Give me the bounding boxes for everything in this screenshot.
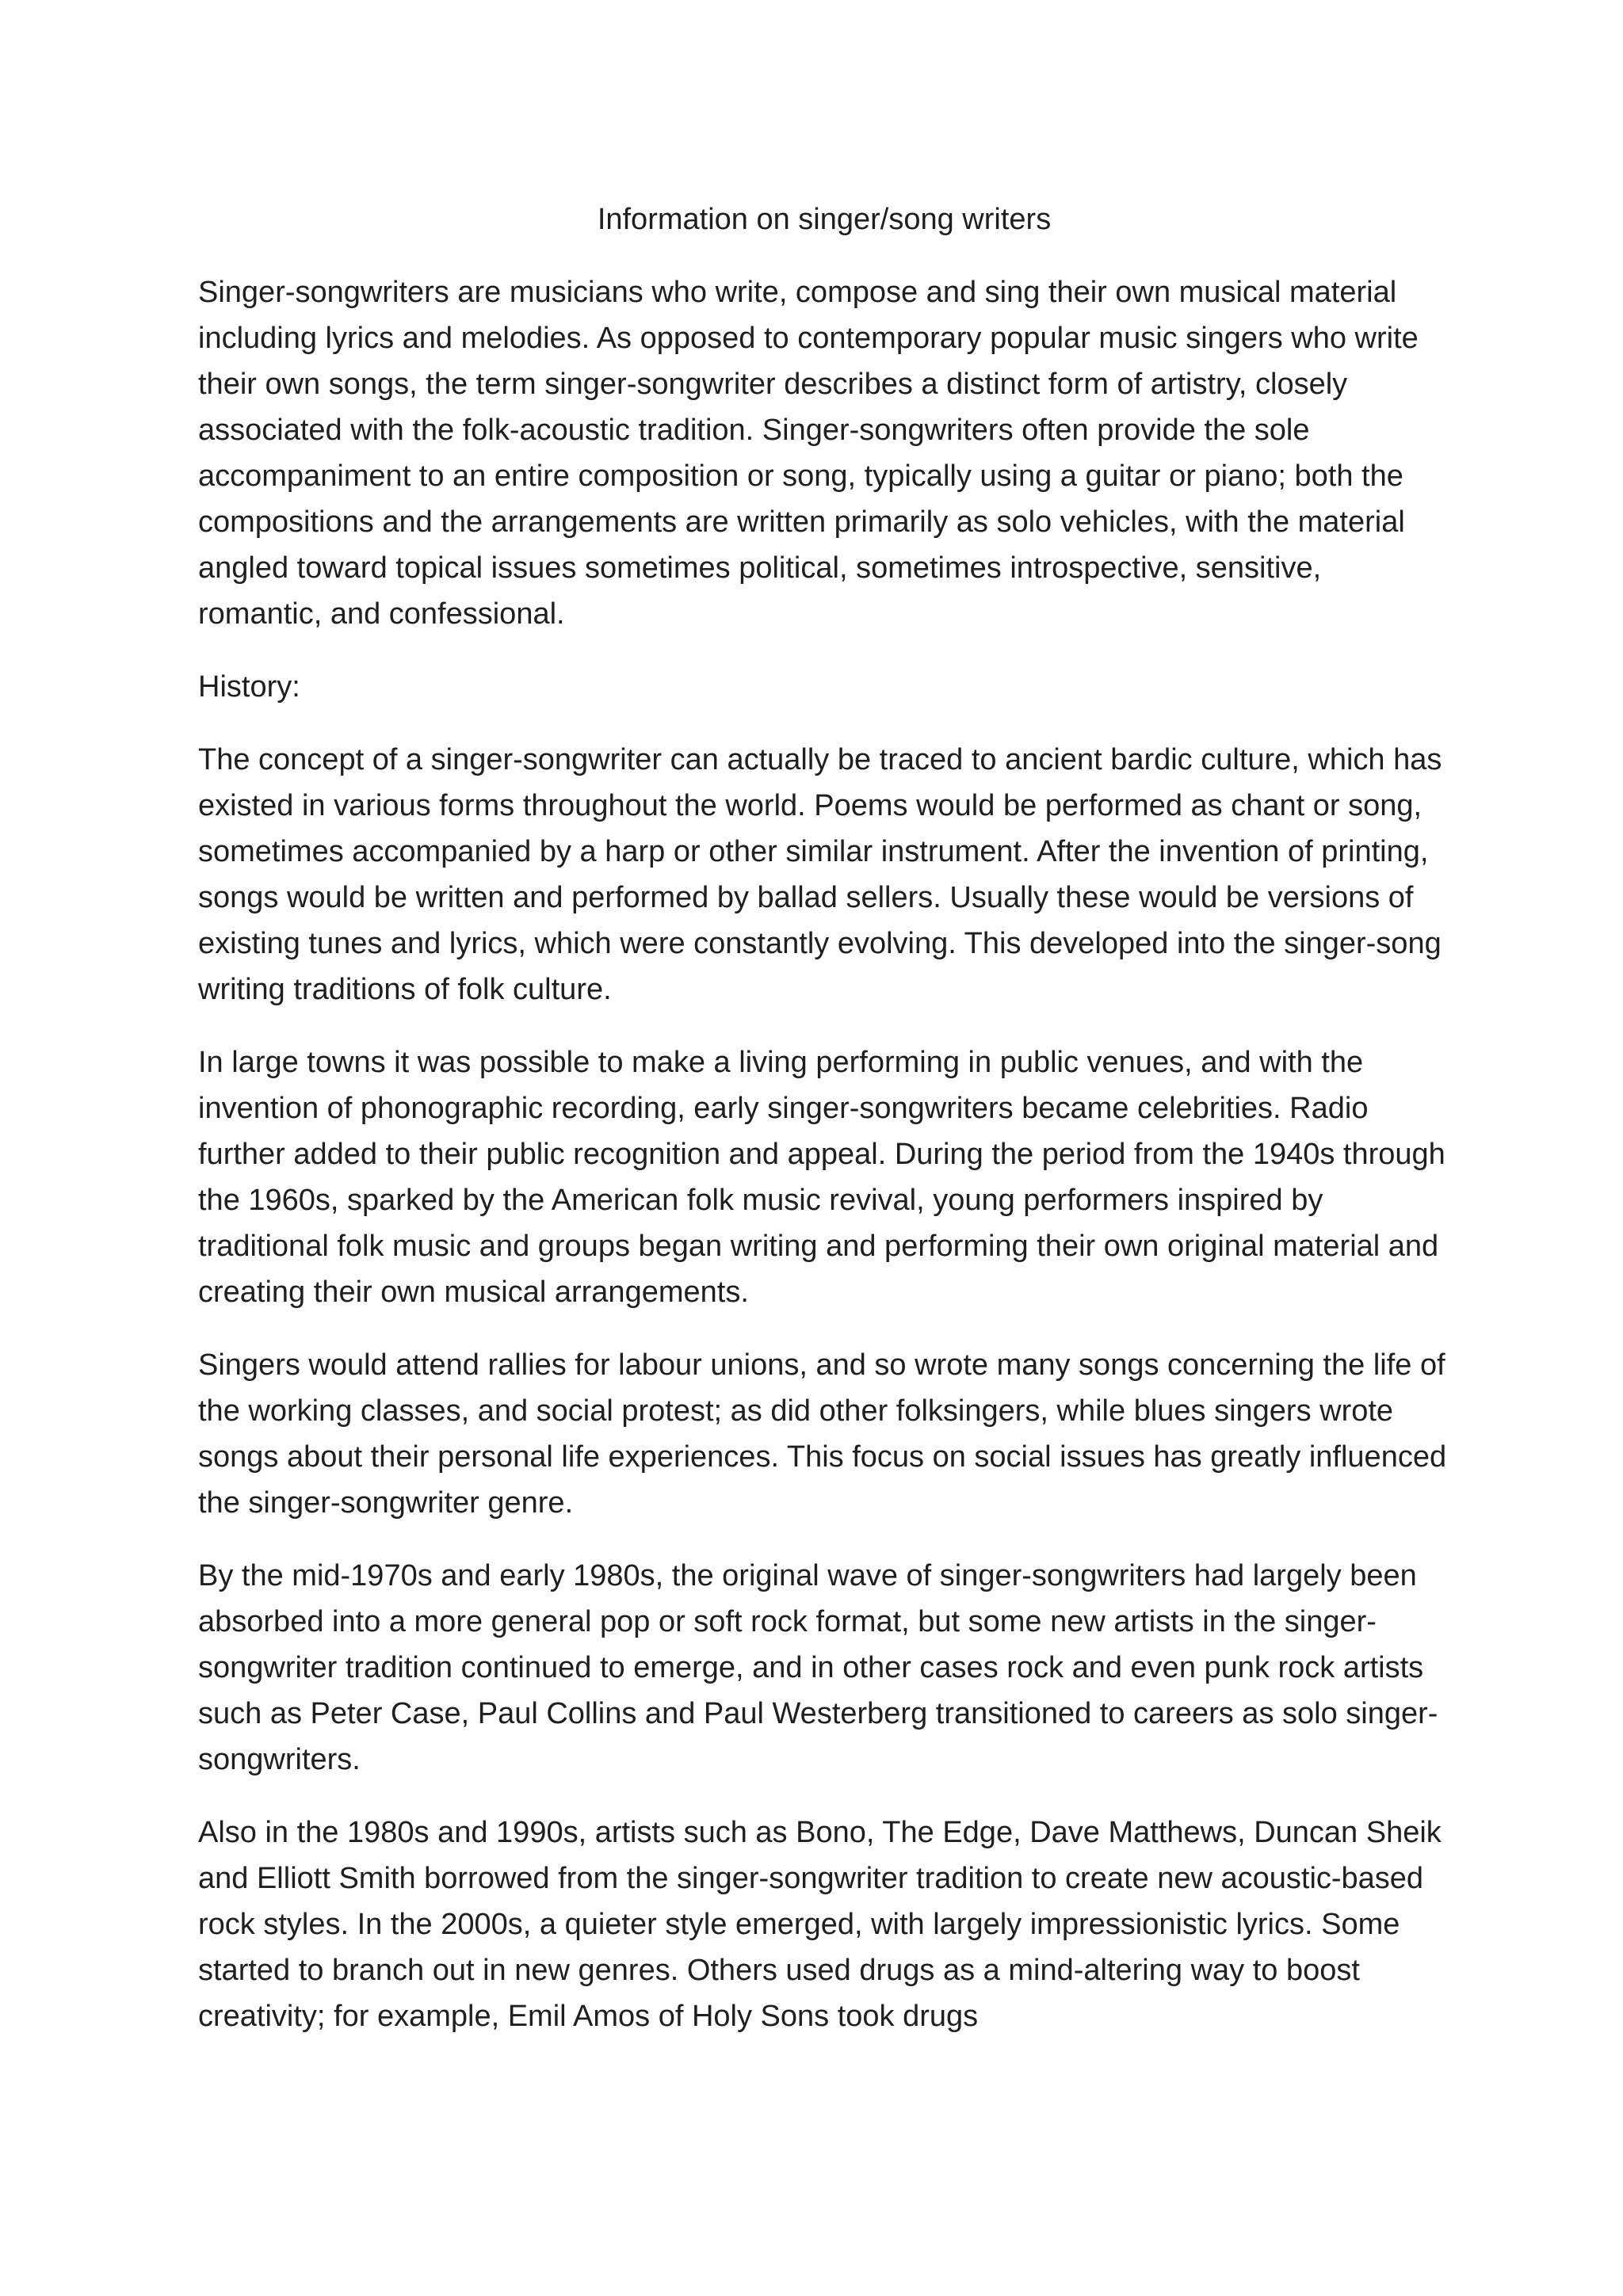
paragraph-history-1980s: Also in the 1980s and 1990s, artists such as Bono, The Edge, Dave Matthews, Duncan Sheik and Elliott Smith borrowed from the singer-songwriter tradition to create new acoustic-based rock styles. In the 2000s, a quieter style emerged, with largely impressionistic lyrics. Some started to branch out in new genres. Others used drugs as a mind-altering way to boost creativity; for example, Emil Amos of Holy Sons took drugs bbox=[198, 1816, 1442, 2033]
paragraph-intro: Singer-songwriters are musicians who write, compose and sing their own musical material including lyrics and melodies. As opposed to contemporary popular music singers who write their own songs, the term singer-songwriter describes a distinct form of artistry, closely associated with the folk-acoustic tradition. Singer-songwriters often provide the sole accompaniment to an entire composition or song, typically using a guitar or piano; both the compositions and the arrangements are written primarily as solo vehicles, with the material angled toward topical issues sometimes political, sometimes introspective, sensitive, romantic, and confessional. bbox=[198, 276, 1419, 631]
paragraph-history-recording: In large towns it was possible to make a living performing in public venues, and with the invention of phonographic recording, early singer-songwriters became celebrities. Radio further added to their public recognition and appeal. During the period from the 1940s through the 1960s, sparked by the American folk music revival, young performers inspired by traditional folk music and groups began writing and performing their own original material and creating their own musical arrangements. bbox=[198, 1046, 1445, 1309]
document-body bbox=[198, 196, 1450, 2066]
paragraph-history-protest: Singers would attend rallies for labour unions, and so wrote many songs concerning the life of the working classes, and social protest; as did other folksingers, while blues singers wrote songs about their personal life experiences. This focus on social issues has greatly influenced the singer-songwriter genre. bbox=[198, 1348, 1447, 1520]
document-title: Information on singer/song writers bbox=[597, 203, 1052, 236]
paragraph-history-origins: The concept of a singer-songwriter can actually be traced to ancient bardic culture, which has existed in various forms throughout the world. Poems would be performed as chant or song, sometimes accompanied by a harp or other similar instrument. After the invention of printing, songs would be written and performed by ballad sellers. Usually these would be versions of existing tunes and lyrics, which were constantly evolving. This developed into the singer-song writing traditions of folk culture. bbox=[198, 743, 1442, 1006]
paragraph-history-1970s: By the mid-1970s and early 1980s, the original wave of singer-songwriters had largely been absorbed into a more general pop or soft rock format, but some new artists in the singer-songwriter tradition continued to emerge, and in other cases rock and even punk rock artists such as Peter Case, Paul Collins and Paul Westerberg transitioned to careers as solo singer-songwriters. bbox=[198, 1559, 1438, 1776]
section-heading-history: History: bbox=[198, 670, 300, 704]
